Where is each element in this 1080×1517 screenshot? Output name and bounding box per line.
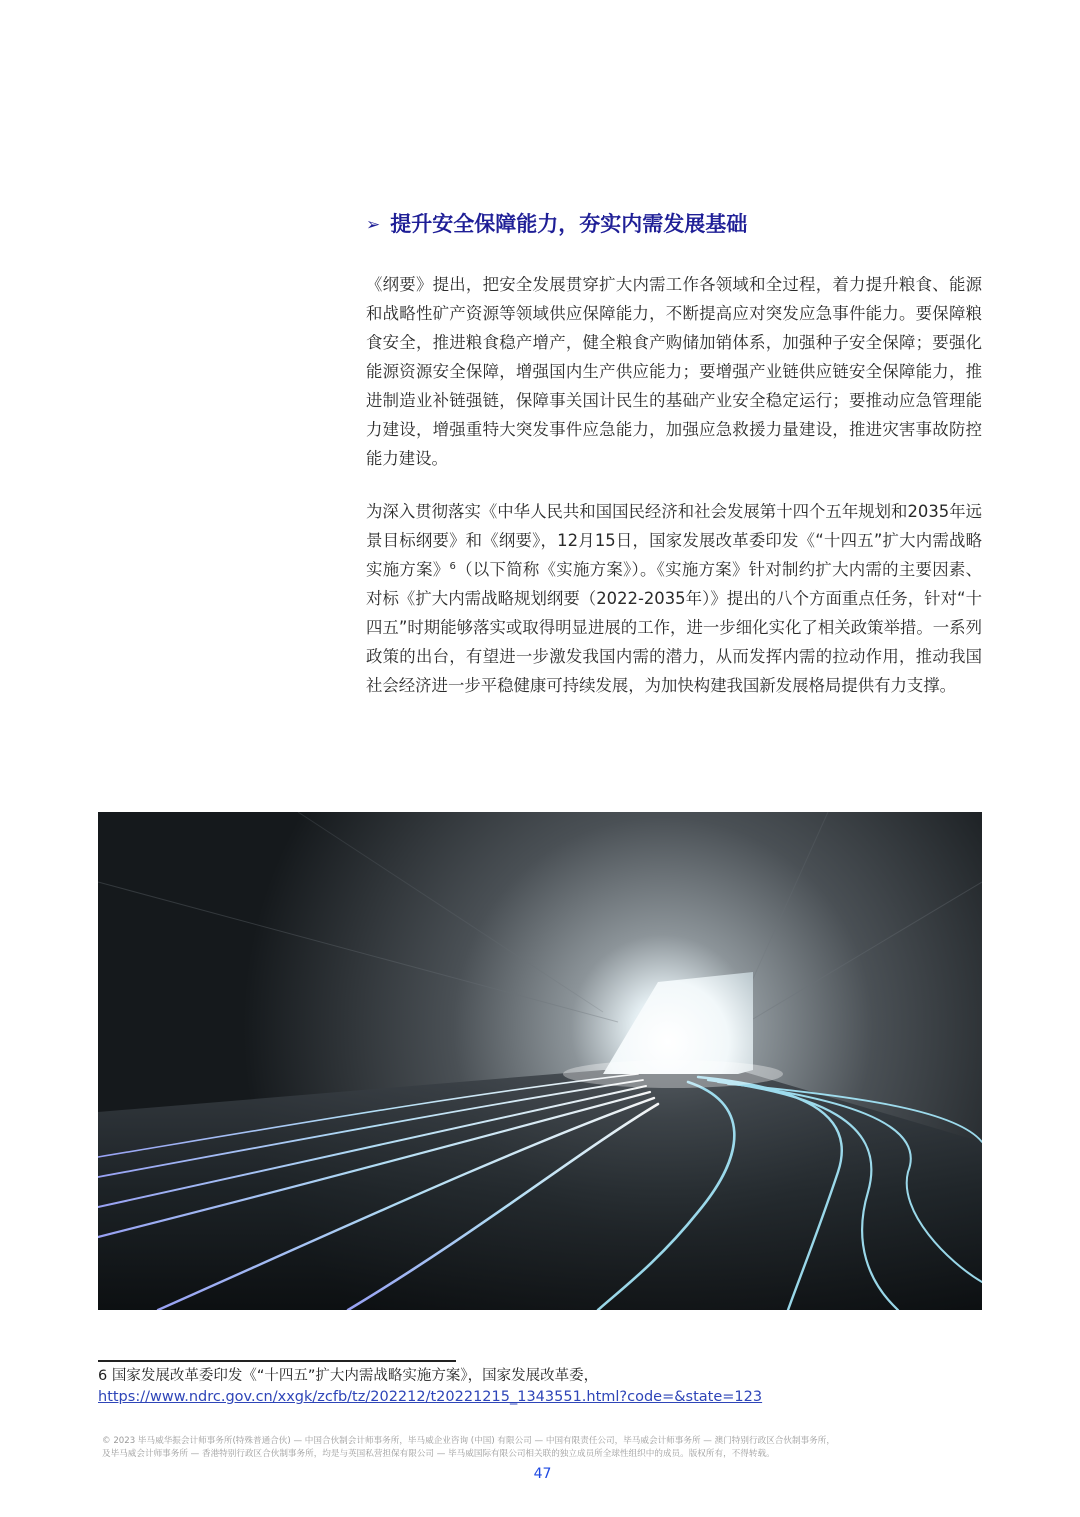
footnote-reference: 6: [449, 561, 456, 572]
body-paragraph-2: [366, 497, 982, 700]
footnote: [98, 1366, 978, 1408]
arrow-bullet-icon: ➢: [366, 215, 381, 235]
footnote-text: 6 国家发展改革委印发《“十四五”扩大内需战略实施方案》，国家发展改革委，: [98, 1368, 599, 1384]
body-paragraph-1: 《纲要》提出，把安全发展贯穿扩大内需工作各领域和全过程，着力提升粮食、能源和战略性矿产资源等领域供应保障能力，不断提高应对突发应急事件能力。要保障粮食安全，推进粮食稳产增产，健全粮食产购储加销体系，加强种子安全保障；要强化能源资源安全保障，增强国内生产供应能力；要增强产业链供应链安全保障能力，推进制造业补链强链，保障事关国计民生的基础产业安全稳定运行；要推动应急管理能力建设，增强重特大突发事件应急能力，加强应急救援力量建设，推进灾害事故防控能力建设。: [366, 275, 982, 468]
legal-notice-line-1: © 2023 毕马威华振会计师事务所(特殊普通合伙) — 中国合伙制会计师事务所，毕马威企业咨询 (中国) 有限公司 — 中国有限责任公司，毕马威会计师事务所 — 澳门特别行政区合伙制事务所，: [102, 1436, 835, 1446]
paragraph-2-text-a: 为深入贯彻落实《中华人民共和国国民经济和社会发展第十四个五年规划和2035年远景目标纲要》和《纲要》，12月15日，国家发展改革委印发《“十四五”扩大内需战略实施方案》: [366, 502, 982, 579]
paragraph-2-text-b: （以下简称《实施方案》）。《实施方案》针对制约扩大内需的主要因素、对标《扩大内需战略规划纲要（2022-2035年）》提出的八个方面重点任务，针对“十四五”时期能够落实或取得明显进展的工作，进一步细化实化了相关政策举措。一系列政策的出台，有望进一步激发我国内需的潜力，从而发挥内需的拉动作用，推动我国社会经济进一步平稳健康可持续发展，为加快构建我国新发展格局提供有力支撑。: [366, 560, 982, 695]
section-heading-text: 提升安全保障能力，夯实内需发展基础: [390, 212, 748, 236]
tunnel-light-trails-photo: [98, 812, 982, 1310]
footnote-divider: [98, 1360, 456, 1362]
legal-notice-line-2: 及毕马威会计师事务所 — 香港特别行政区合伙制事务所，均是与英国私营担保有限公司 — 毕马威国际有限公司相关联的独立成员所全球性组织中的成员。版权所有，不得转载。: [102, 1449, 775, 1459]
footnote-source-link[interactable]: https://www.ndrc.gov.cn/xxgk/zcfb/tz/202212/t20221215_1343551.html?code=&state=123: [98, 1389, 763, 1405]
legal-notice: [102, 1435, 982, 1461]
section-heading: [366, 208, 1006, 241]
page-number: 47: [533, 1466, 552, 1482]
